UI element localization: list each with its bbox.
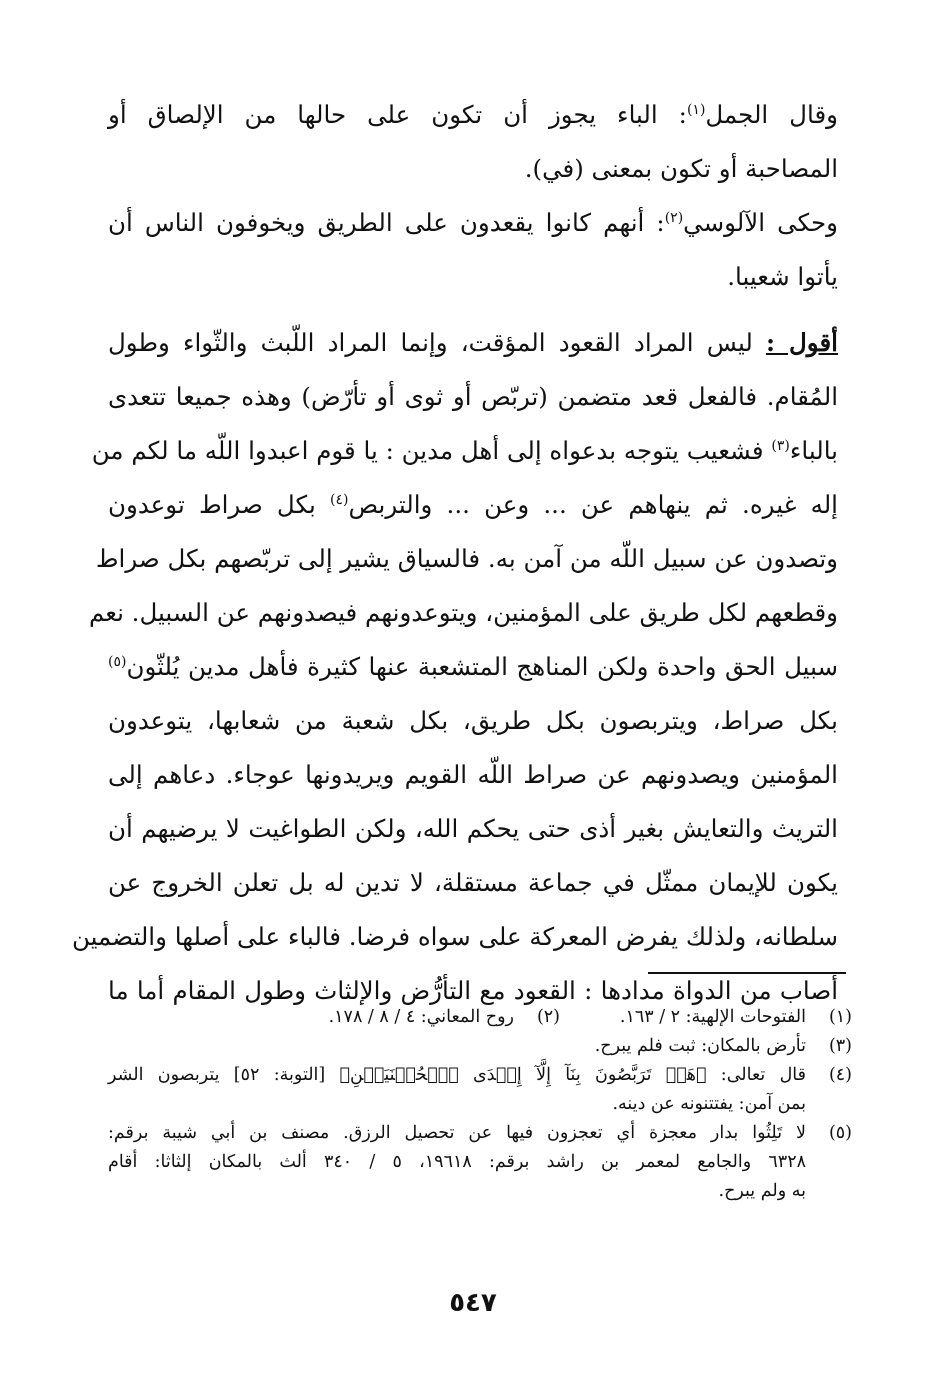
footnote-number: (٤) — [828, 1065, 852, 1085]
text-line: إله غيره. ثم ينهاهم عن ... وعن ... والتربص$^{(٤)}$ بكل صراط توعدون — [108, 490, 838, 519]
text-line: يأتوا شعيبا. — [727, 262, 838, 291]
footnotes — [108, 1003, 852, 1206]
footnote-5 — [108, 1119, 852, 1206]
footnote-divider — [648, 972, 846, 974]
footnote-text: قال تعالى: ﴿هَلۡ تَرَبَّصُونَ بِنَآ إِلَّآ إِحۡدَى ٱلۡحُسۡنَيَيۡنِ﴾ [التوبة: ٥٢] يتربصون الشر بمن آمن: يفتتنونه عن دينه. — [108, 1065, 806, 1114]
footnote-4 — [108, 1061, 852, 1119]
text-line: أقول : ليس المراد القعود المؤقت، وإنما المراد اللّبث والثّواء وطول — [108, 328, 838, 357]
footnote-number: (٥) — [828, 1123, 852, 1143]
text-line: المؤمنين ويصدونهم عن صراط اللّه القويم ويريدونها عوجاء. دعاهم إلى — [108, 760, 838, 789]
footnote-ref[interactable]: (٢) — [664, 209, 684, 226]
footnote-3 — [108, 1032, 852, 1061]
text-line: وقطعهم لكل طريق على المؤمنين، ويتوعدونهم فيصدونهم عن السبيل. نعم — [88, 598, 838, 627]
text-line: وتصدون عن سبيل اللّه من آمن به. فالسياق يشير إلى تربّصهم بكل صراط — [95, 544, 838, 573]
text-line: سلطانه، ولذلك يفرض المعركة على سواه فرضا. فالباء على أصلها والتضمين — [72, 922, 838, 951]
main-text — [72, 88, 838, 1018]
page-number: ٥٤٧ — [449, 1288, 497, 1318]
text-line: سبيل الحق واحدة ولكن المناهج المتشعبة عنها كثيرة فأهل مدين يُلثّون$^{(٥)}$ — [108, 652, 838, 681]
text-line: بكل صراط، ويتربصون بكل طريق، بكل شعبة من شعابها، يتوعدون — [108, 706, 838, 735]
footnote-number: (٣) — [828, 1036, 852, 1056]
footnote-2 — [329, 1003, 560, 1032]
text-line: المصاحبة أو تكون بمعنى (في). — [524, 154, 838, 183]
footnote-ref[interactable]: (٣) — [771, 437, 790, 454]
footnote-text: روح المعاني: ٤ / ٨ / ١٧٨. — [328, 1007, 514, 1027]
footnote-row — [108, 1003, 852, 1032]
footnote-text: لا تَلِثُوا بدار معجزة أي تعجزون فيها عن تحصيل الرزق. مصنف بن أبي شيبة برقم: ٦٣٢٨ والجامع لمعمر بن راشد برقم: ١٩٦١٨، ٥ / ٣٤٠ ألث بالمكان إلثاثا: أقام به ولم يبرح. — [108, 1123, 806, 1201]
text-line: بالباء$^{(٣)}$ فشعيب يتوجه بدعواه إلى أهل مدين : يا قوم اعبدوا اللّه ما لكم من — [91, 436, 838, 465]
footnote-1 — [560, 1003, 852, 1032]
footnote-ref[interactable]: (١) — [686, 101, 706, 118]
text-line: وحكى الآلوسي$^{(٢)}$: أنهم كانوا يقعدون على الطريق ويخوفون الناس أن — [108, 208, 838, 237]
footnote-ref[interactable]: (٤) — [330, 491, 349, 508]
footnote-text: تأرض بالمكان: ثبت فلم يبرح. — [594, 1036, 806, 1056]
footnote-number: (٢) — [536, 1007, 560, 1027]
text-line: أصاب من الدواة مدادها : القعود مع التأرُّض والإلثاث وطول المقام أما ما — [108, 976, 838, 1005]
footnote-text: الفتوحات الإلهية: ٢ / ١٦٣. — [619, 1007, 806, 1027]
footnote-ref[interactable]: (٥) — [108, 653, 127, 670]
text-line: يكون للإيمان ممثّل في جماعة مستقلة، لا تدين له بل تعلن الخروج عن — [108, 868, 838, 897]
text-line: التريث والتعايش بغير أذى حتى يحكم الله، ولكن الطواغيت لا يرضيهم أن — [108, 814, 838, 843]
footnote-number: (١) — [828, 1007, 852, 1027]
aqul-label: أقول : — [766, 328, 838, 357]
text-line: المُقام. فالفعل قعد متضمن (تربّص أو ثوى أو تأرّض) وهذه جميعا تتعدى — [108, 382, 838, 411]
text-line: وقال الجمل$^{(١)}$: الباء يجوز أن تكون على حالها من الإلصاق أو — [108, 100, 838, 129]
